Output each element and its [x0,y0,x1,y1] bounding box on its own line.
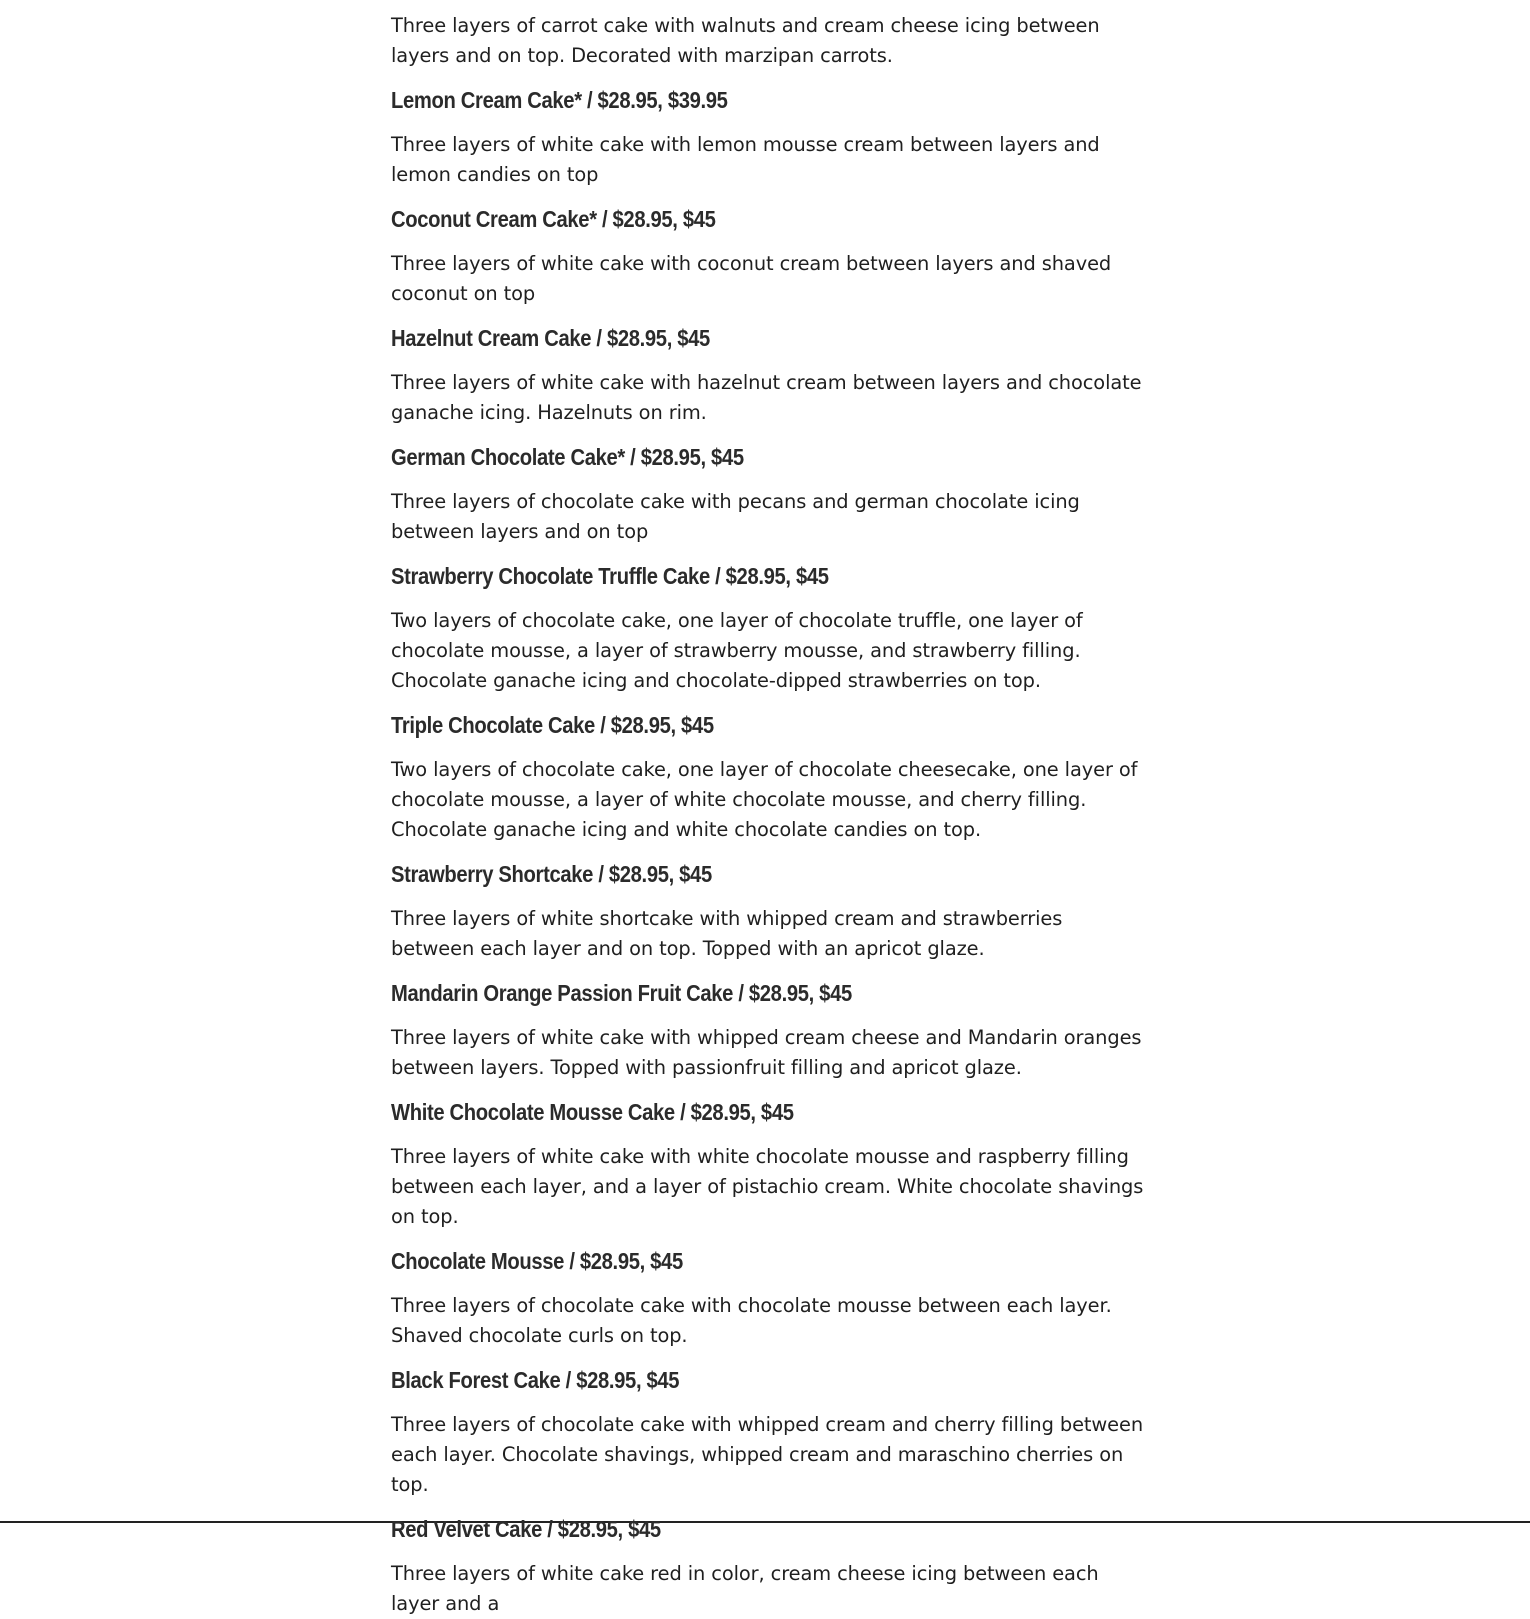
cake-description-white-chocolate-mousse: Three layers of white cake with white chocolate mousse and raspberry filling between each layer, and a layer of pistachio cream. White chocolate shavings on top. [391,1145,1144,1228]
cake-description-strawberry-chocolate-truffle: Two layers of chocolate cake, one layer of chocolate truffle, one layer of chocolate mousse, a layer of strawberry mousse, and strawberry filling. Chocolate ganache icing and chocolate-dipped strawberries on top. [391,609,1083,692]
cake-description-red-velvet: Three layers of white cake red in color, cream cheese icing between each layer and a [391,1562,1099,1615]
cake-description-hazelnut-cream: Three layers of white cake with hazelnut cream between layers and chocolate ganache icing. Hazelnuts on rim. [391,371,1142,424]
cake-title-mandarin-orange-passion-fruit: Mandarin Orange Passion Fruit Cake / $28.95, $45 [391,980,852,1006]
cake-title-lemon-cream: Lemon Cream Cake* / $28.95, $39.95 [391,87,728,113]
cake-description-mandarin-orange-passion-fruit: Three layers of white cake with whipped cream cheese and Mandarin oranges between layers. Topped with passionfruit filling and apricot glaze. [391,1026,1142,1079]
cake-title-strawberry-chocolate-truffle: Strawberry Chocolate Truffle Cake / $28.95, $45 [391,563,829,589]
cake-title-coconut-cream: Coconut Cream Cake* / $28.95, $45 [391,206,716,232]
cake-description-german-chocolate: Three layers of chocolate cake with pecans and german chocolate icing between layers and on top [391,490,1080,543]
cake-description-lemon-cream: Three layers of white cake with lemon mousse cream between layers and lemon candies on top [391,133,1100,186]
cake-title-german-chocolate: German Chocolate Cake* / $28.95, $45 [391,444,744,470]
cake-description-strawberry-shortcake: Three layers of white shortcake with whipped cream and strawberries between each layer and on top. Topped with an apricot glaze. [391,907,1063,960]
cake-menu [391,11,1151,1619]
cake-title-triple-chocolate: Triple Chocolate Cake / $28.95, $45 [391,712,714,738]
cake-description-coconut-cream: Three layers of white cake with coconut cream between layers and shaved coconut on top [391,252,1112,305]
cake-title-hazelnut-cream: Hazelnut Cream Cake / $28.95, $45 [391,325,710,351]
cake-title-strawberry-shortcake: Strawberry Shortcake / $28.95, $45 [391,861,712,887]
cake-title-red-velvet: Red Velvet Cake / $28.95, $45 [391,1516,661,1542]
cake-description-chocolate-mousse: Three layers of chocolate cake with chocolate mousse between each layer. Shaved chocolate curls on top. [391,1294,1112,1347]
cake-description-black-forest: Three layers of chocolate cake with whipped cream and cherry filling between each layer. Chocolate shavings, whipped cream and maraschino cherries on top. [391,1413,1144,1496]
carrot-cake-description: Three layers of carrot cake with walnuts and cream cheese icing between layers and on top. Decorated with marzipan carrots. [391,14,1100,67]
cake-title-white-chocolate-mousse: White Chocolate Mousse Cake / $28.95, $45 [391,1099,794,1125]
cake-title-black-forest: Black Forest Cake / $28.95, $45 [391,1367,680,1393]
cake-title-chocolate-mousse: Chocolate Mousse / $28.95, $45 [391,1248,683,1274]
cake-description-triple-chocolate: Two layers of chocolate cake, one layer of chocolate cheesecake, one layer of chocolate mousse, a layer of white chocolate mousse, and cherry filling. Chocolate ganache icing and white chocolate candies on top. [391,758,1138,841]
